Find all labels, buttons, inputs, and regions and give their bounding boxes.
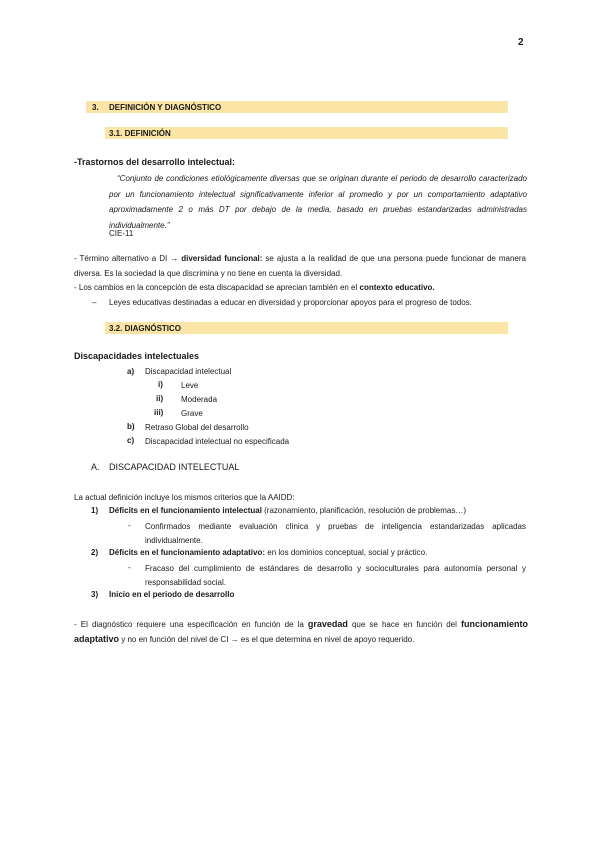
final-bold-gravedad: gravedad [307,619,348,629]
sub-iii-marker: iii) [154,408,164,417]
criterion-1-rest: (razonamiento, planificación, resolución de problemas…) [261,506,467,515]
definition-quote: “Conjunto de condiciones etiológicamente diversas que se originan durante el periodo de desarrollo caracterizado por un funcionamiento intelectual significativamente inferior al promedio y por un comportamiento adaptativo aproximadamente 2 o más DT por debajo de la media, basado en pruebas estandarizadas administradas individualmente.” [109,174,527,230]
paragraph-contexto [74,282,435,293]
criterion-2 [109,547,427,558]
item-a-text: Discapacidad intelectual [145,367,232,376]
criterion-2-rest: en los dominios conceptual, social y práctico. [265,548,428,557]
bullet-dash: – [92,298,97,307]
section-3-title: DEFINICIÓN Y DIAGNÓSTICO [109,103,222,112]
p1-pre: - Término alternativo a DI → [74,254,182,263]
subsection-3-1-title: 3.1. DEFINICIÓN [109,129,171,138]
bullet-leyes: Leyes educativas destinadas a educar en diversidad y proporcionar apoyos para el progreso de todos. [109,298,472,307]
sub-i-text: Leve [181,381,199,390]
discapacidades-heading: Discapacidades intelectuales [74,351,200,361]
criterion-2-bold: Déficits en el funcionamiento adaptativo: [109,548,266,557]
item-c-text: Discapacidad intelectual no especificada [145,437,290,446]
criterion-2-number: 2) [91,548,99,557]
criterion-1-bold: Déficits en el funcionamiento intelectual [109,506,262,515]
criterion-2-sub: Fracaso del cumplimiento de estándares de desarrollo y socioculturales para autonomía personal y responsabilidad social. [145,564,526,587]
sub-ii-text: Moderada [181,395,218,404]
item-c-marker: c) [127,436,135,445]
item-b-marker: b) [127,422,135,431]
criterion-1 [109,505,466,516]
criterion-1-sub: Confirmados mediante evaluación clínica y pruebas de inteligencia estandarizadas aplicadas individualmente. [145,522,526,545]
final-mid: que se hace en función del [347,620,461,629]
item-b-text: Retraso Global del desarrollo [145,423,249,432]
p2-bold: contexto educativo. [359,283,435,292]
final-pre: - El diagnóstico requiere una especificación en función de la [74,620,308,629]
criterion-3-number: 3) [91,590,99,599]
paragraph-diagnostico [74,617,528,647]
sub-iii-text: Grave [181,409,203,418]
criterion-3-bold: Inicio en el periodo de desarrollo [109,590,235,599]
sub-i-marker: i) [158,380,163,389]
final-bold-funcionamiento: funcionamiento adaptativo [74,619,528,644]
criterion-2-dash: - [128,563,131,572]
page-number: 2 [518,37,524,48]
paragraph-diversidad [74,251,526,281]
aaidd-intro: La actual definición incluye los mismos criterios que la AAIDD: [74,493,295,502]
final-post: y no en función del nivel de CI → es el que determina en nivel de apoyo requerido. [119,635,415,644]
item-a-marker: a) [127,367,135,376]
trastornos-heading: -Trastornos del desarrollo intelectual: [74,157,236,167]
section-a-marker: A. [91,462,100,472]
p2-pre: - Los cambios en la concepción de esta discapacidad se aprecian también en el [74,283,360,292]
definition-source: CIE-11 [109,229,134,238]
section-3-number: 3. [92,103,99,112]
p1-bold: diversidad funcional: [181,254,263,263]
sub-ii-marker: ii) [156,394,164,403]
criterion-1-number: 1) [91,506,99,515]
criterion-1-dash: - [128,521,131,530]
p1-post: se ajusta a la realidad de que una persona puede funcionar de manera diversa. Es la sociedad la que discrimina y no tiene en cuenta la diversidad. [74,254,526,278]
subsection-3-2-title: 3.2. DIAGNÓSTICO [109,324,182,333]
section-a-title: DISCAPACIDAD INTELECTUAL [109,462,240,472]
